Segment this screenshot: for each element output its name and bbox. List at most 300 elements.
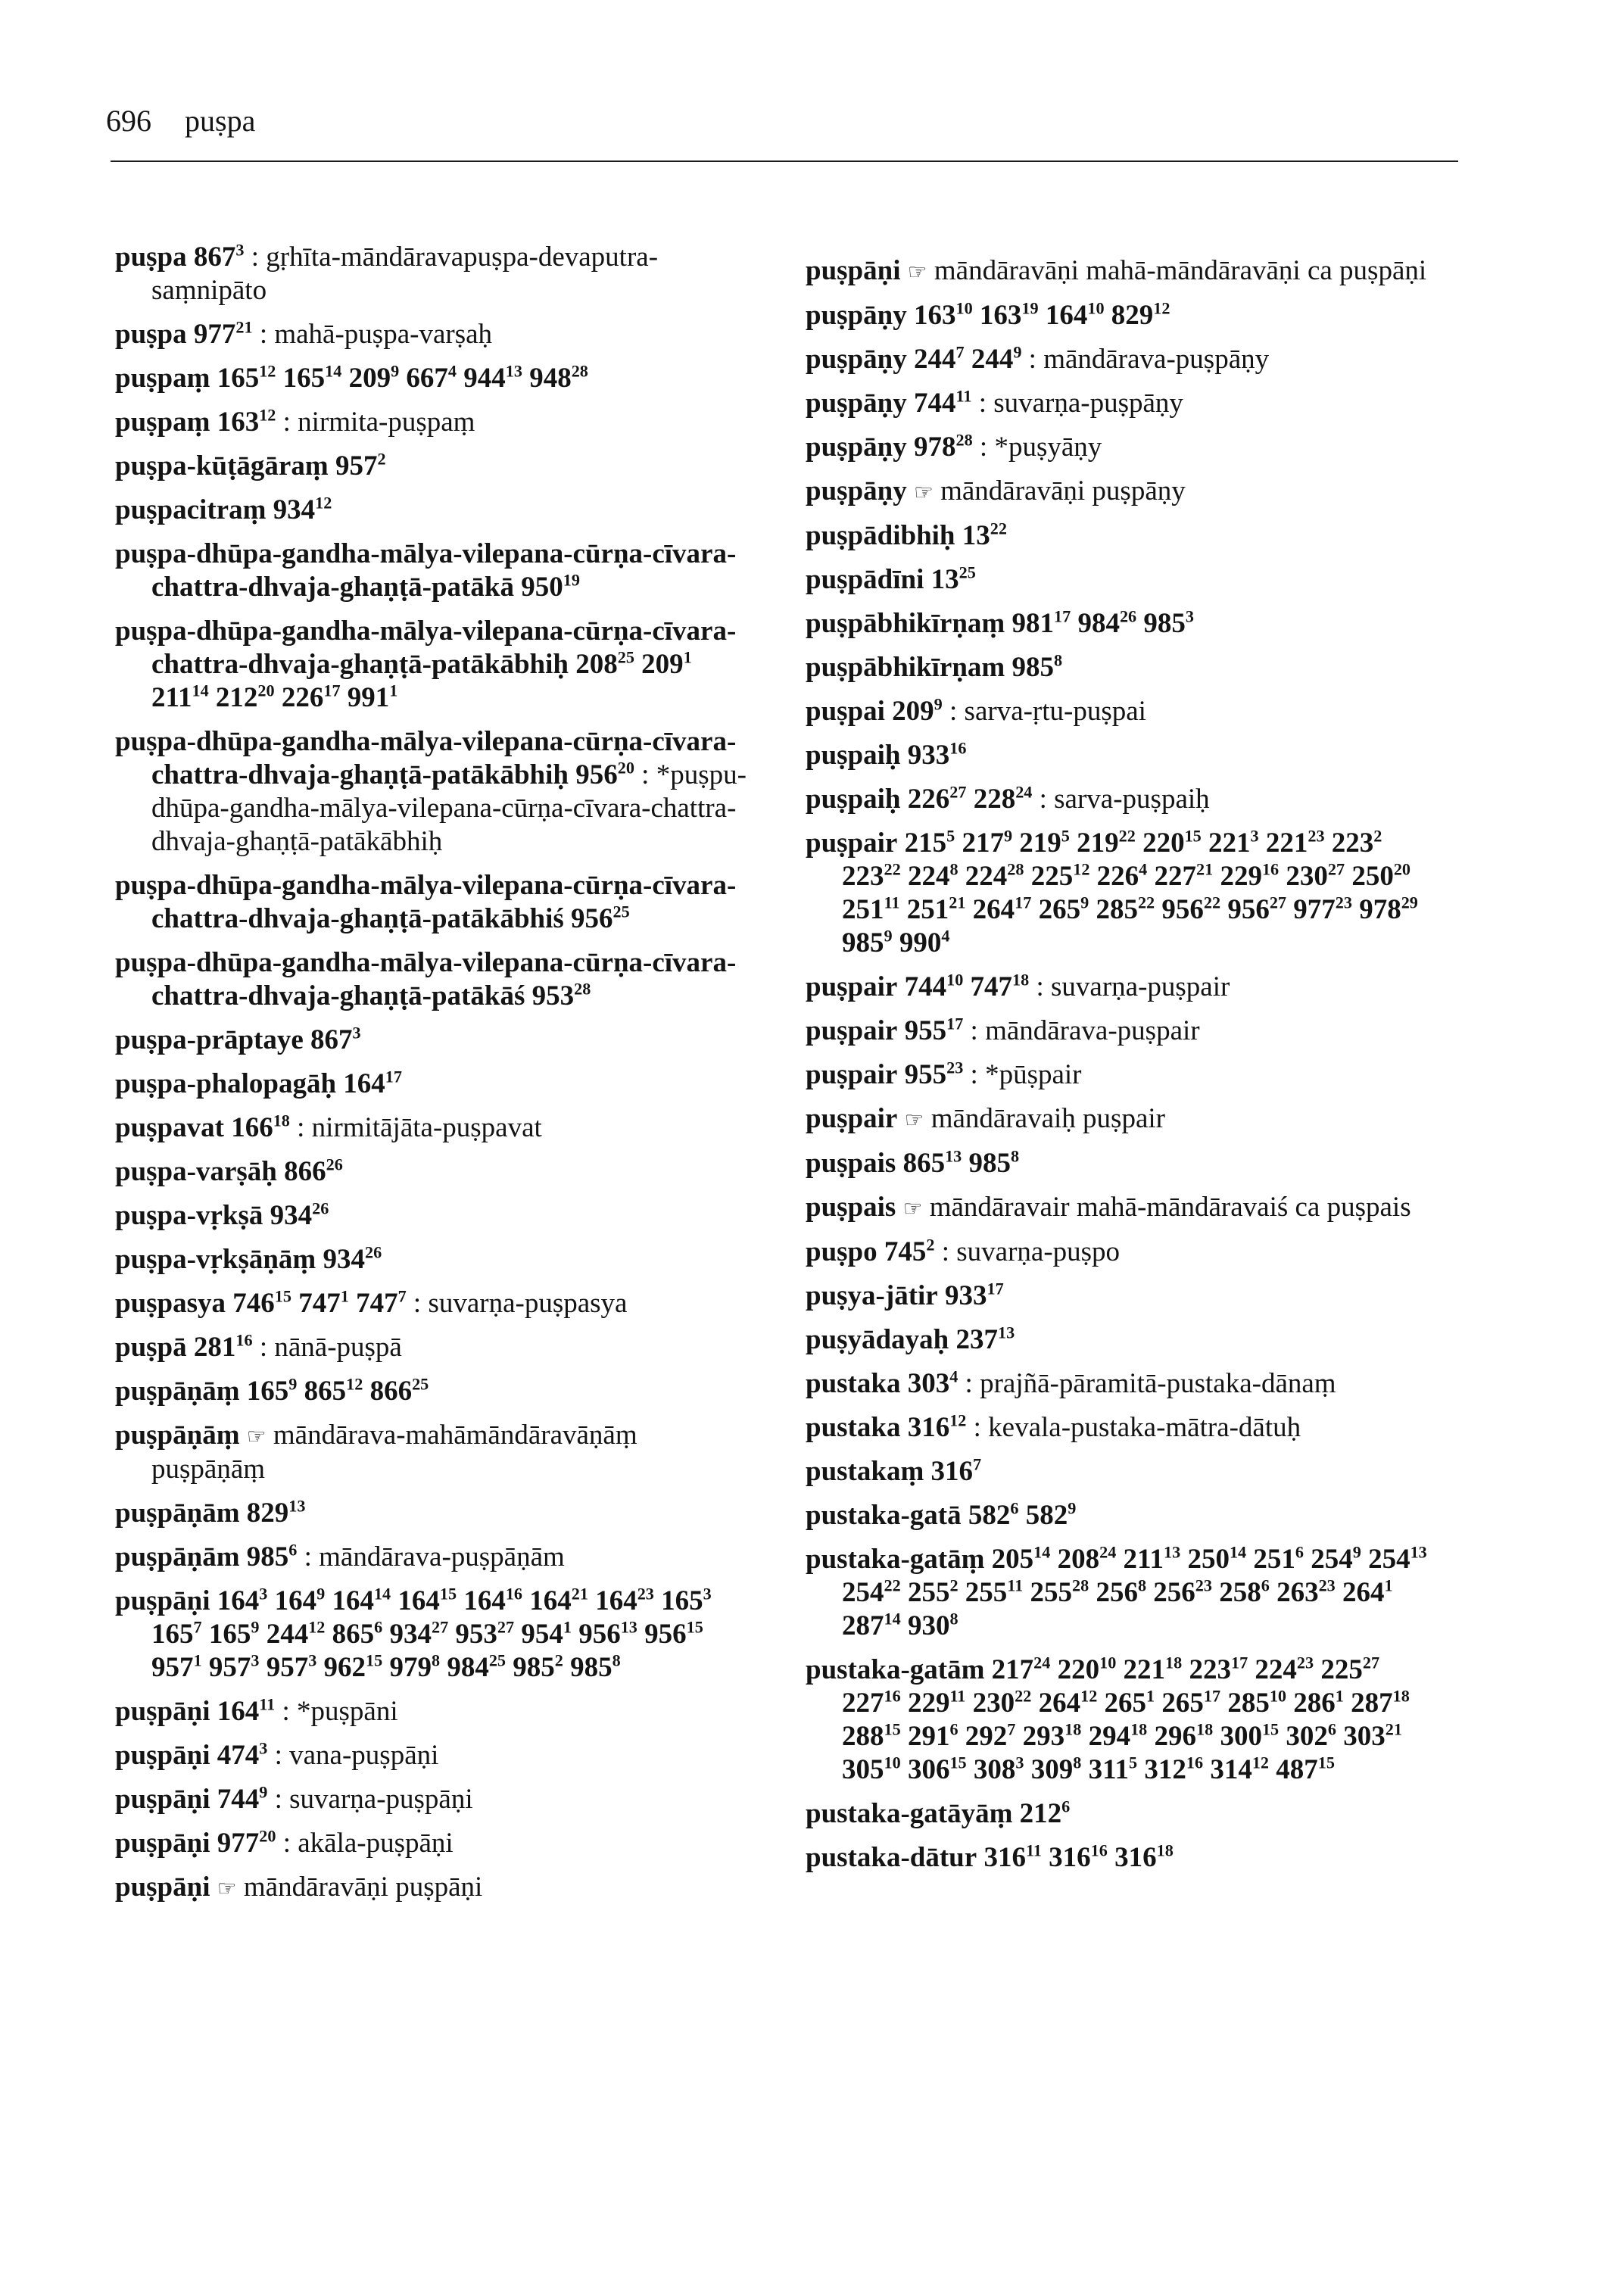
reference-line: 25 <box>613 902 630 921</box>
reference-line: 22 <box>990 519 1007 538</box>
reference-page: 866 <box>369 1376 413 1407</box>
page-line-reference <box>892 696 943 727</box>
page-line-reference <box>992 1654 1051 1685</box>
reference-line: 17 <box>323 681 341 700</box>
reference-page: 865 <box>902 1148 946 1179</box>
reference-page: 164 <box>274 1585 317 1616</box>
page-line-reference <box>962 520 1007 551</box>
page-line-reference <box>231 1112 290 1143</box>
page-line-reference <box>217 1740 268 1771</box>
page-line-reference <box>1030 1577 1089 1608</box>
reference-page: 866 <box>284 1156 326 1187</box>
page-line-reference <box>370 1376 429 1407</box>
reference-page: 309 <box>1030 1754 1074 1785</box>
gloss-separator: : <box>413 1288 422 1319</box>
reference-line: 28 <box>1007 859 1024 879</box>
gloss-separator: : <box>282 1696 290 1727</box>
reference-page: 265 <box>1038 894 1081 925</box>
gloss-separator: : <box>282 407 291 438</box>
headword: pustaka-gatāyāṃ <box>806 1798 1013 1829</box>
headword: puṣpaiḥ <box>806 740 901 771</box>
reference-page: 225 <box>1320 1654 1363 1685</box>
page-line-reference <box>1311 1544 1361 1575</box>
page-line-reference <box>1023 1721 1082 1752</box>
index-entry <box>115 450 751 483</box>
reference-line: 10 <box>955 298 973 318</box>
page-line-reference <box>1155 861 1214 892</box>
page-line-reference <box>194 1332 253 1363</box>
reference-line: 22 <box>1137 893 1155 912</box>
page-line-reference <box>1026 1500 1077 1531</box>
page-line-reference <box>298 1288 349 1319</box>
gloss: kevala-pustaka-mātra-dātuḥ <box>988 1412 1301 1443</box>
reference-line: 9 <box>259 1782 268 1802</box>
reference-page: 211 <box>1123 1544 1164 1575</box>
index-entry <box>806 299 1442 332</box>
reference-line: 20 <box>617 758 634 778</box>
page-line-reference <box>349 363 400 394</box>
headword: puṣpa <box>115 242 187 273</box>
page-line-reference <box>908 1368 959 1399</box>
reference-page: 219 <box>1019 828 1061 859</box>
headword: puṣpa-dhūpa-gandha-mālya-vilepana-cūrṇa-cīvara-chattra-dhvaja-ghaṇṭā-patākā <box>115 538 737 603</box>
page-line-reference <box>1187 1544 1246 1575</box>
reference-line: 15 <box>1184 826 1202 846</box>
reference-page: 956 <box>575 759 618 790</box>
page-line-reference <box>842 1688 901 1719</box>
headword: puṣpa-dhūpa-gandha-mālya-vilepana-cūrṇa-cīvara-chattra-dhvaja-ghaṇṭā-patākābhiḥ <box>115 726 737 790</box>
page-line-reference <box>348 682 398 713</box>
reference-line: 20 <box>1393 859 1410 879</box>
reference-line: 18 <box>1130 1719 1148 1739</box>
headword: puṣpai <box>806 696 885 727</box>
reference-page: 744 <box>217 1784 260 1815</box>
reference-page: 226 <box>907 784 950 815</box>
index-entry <box>806 475 1442 509</box>
reference-page: 984 <box>1077 608 1120 639</box>
page-line-reference <box>1046 300 1105 331</box>
left-column <box>115 241 751 1915</box>
reference-line: 16 <box>1261 859 1280 879</box>
page-line-reference <box>283 363 342 394</box>
reference-page: 474 <box>217 1740 260 1771</box>
index-entry <box>115 1024 751 1057</box>
headword: puṣpair <box>806 971 898 1002</box>
page-line-reference <box>1105 1688 1155 1719</box>
page-line-reference <box>1058 1544 1117 1575</box>
reference-line: 25 <box>488 1650 506 1670</box>
reference-line: 13 <box>505 361 522 381</box>
reference-page: 223 <box>1331 828 1374 859</box>
page-line-reference <box>1253 1544 1304 1575</box>
reference-page: 13 <box>962 520 990 551</box>
gloss: suvarṇa-puṣpair <box>1051 971 1230 1002</box>
reference-page: 950 <box>521 572 563 603</box>
index-entry <box>115 1871 751 1905</box>
page-line-reference <box>1255 1654 1314 1685</box>
page-line-reference <box>931 564 976 595</box>
page-line-reference <box>151 1652 202 1683</box>
page-line-reference <box>973 1688 1032 1719</box>
index-entry <box>806 1653 1442 1787</box>
reference-line: 8 <box>1054 650 1063 670</box>
page-line-reference <box>1210 1754 1269 1785</box>
headword: puṣpa-phalopagāḥ <box>115 1068 337 1099</box>
reference-line: 24 <box>1033 1653 1051 1672</box>
headword: puṣpāṇi <box>115 1784 210 1815</box>
reference-line: 1 <box>389 681 398 700</box>
index-entry <box>806 739 1442 772</box>
reference-page: 224 <box>965 861 1008 892</box>
index-entry <box>806 1499 1442 1532</box>
reference-page: 745 <box>884 1236 927 1267</box>
page-line-reference <box>1368 1544 1427 1575</box>
page-line-reference <box>575 759 634 790</box>
reference-line: 18 <box>1156 1840 1174 1860</box>
page-line-reference <box>1342 1577 1393 1608</box>
index-entry <box>806 1455 1442 1488</box>
gloss-separator: : <box>259 1332 268 1363</box>
reference-line: 15 <box>1317 1753 1335 1772</box>
reference-line: 9 <box>884 926 893 946</box>
reference-line: 11 <box>1025 1840 1042 1860</box>
page-line-reference <box>903 1148 962 1179</box>
reference-page: 956 <box>1161 894 1204 925</box>
reference-page: 314 <box>1210 1754 1252 1785</box>
reference-line: 19 <box>563 570 580 590</box>
page-line-reference <box>1031 1754 1082 1785</box>
page-line-reference <box>641 649 692 680</box>
page-number: 696 <box>106 104 151 138</box>
reference-line: 6 <box>374 1617 383 1637</box>
page-line-reference <box>595 1585 654 1616</box>
reference-page: 164 <box>463 1585 506 1616</box>
reference-line: 4 <box>447 361 457 381</box>
reference-page: 165 <box>282 363 326 394</box>
reference-line: 17 <box>1203 1686 1221 1706</box>
reference-line: 1 <box>683 647 692 667</box>
reference-page: 865 <box>332 1619 375 1650</box>
page-line-reference <box>335 450 386 482</box>
reference-page: 285 <box>1096 894 1138 925</box>
reference-page: 944 <box>463 363 506 394</box>
gloss-separator: : <box>259 319 268 350</box>
page-line-reference <box>973 894 1032 925</box>
reference-line: 3 <box>1185 606 1194 626</box>
page-line-reference <box>908 740 967 771</box>
reference-page: 984 <box>447 1652 489 1683</box>
index-entry <box>115 1541 751 1574</box>
reference-line: 16 <box>1090 1840 1108 1860</box>
reference-page: 208 <box>1057 1544 1100 1575</box>
reference-page: 221 <box>1208 828 1251 859</box>
reference-line: 4 <box>949 1367 959 1386</box>
page-line-reference <box>968 1500 1019 1531</box>
page-line-reference <box>209 1619 260 1650</box>
reference-page: 865 <box>304 1376 347 1407</box>
page-line-reference <box>356 1288 407 1319</box>
page-line-reference <box>899 927 950 958</box>
headword: pustakaṃ <box>806 1456 924 1487</box>
reference-page: 164 <box>397 1585 440 1616</box>
reference-line: 8 <box>431 1650 441 1670</box>
headword: puṣpāṇi <box>115 1872 210 1903</box>
index-entry <box>115 1783 751 1816</box>
page-line-reference <box>513 1652 563 1683</box>
reference-line: 23 <box>1308 826 1325 846</box>
page-line-reference <box>1124 1654 1183 1685</box>
page-line-reference <box>1111 300 1170 331</box>
page-line-reference <box>343 1068 402 1099</box>
reference-line: 15 <box>1261 1719 1280 1739</box>
page-line-reference <box>1286 861 1345 892</box>
reference-line: 6 <box>949 1719 959 1739</box>
gloss: suvarṇa-puṣpasya <box>428 1288 628 1319</box>
reference-page: 163 <box>979 300 1022 331</box>
reference-page: 163 <box>217 407 260 438</box>
reference-page: 281 <box>193 1332 236 1363</box>
reference-page: 221 <box>1123 1654 1166 1685</box>
reference-line: 29 <box>1401 893 1418 912</box>
reference-page: 829 <box>246 1498 289 1529</box>
reference-page: 217 <box>991 1654 1034 1685</box>
reference-page: 667 <box>406 363 448 394</box>
page-line-reference <box>217 407 276 438</box>
page-line-reference <box>842 927 893 958</box>
reference-line: 16 <box>1186 1753 1204 1772</box>
reference-line: 19 <box>1021 298 1039 318</box>
reference-page: 255 <box>907 1577 950 1608</box>
page-line-reference <box>521 1619 572 1650</box>
reference-page: 978 <box>1359 894 1401 925</box>
reference-page: 208 <box>575 649 618 680</box>
headword: puṣpa-dhūpa-gandha-mālya-vilepana-cūrṇa-cīvara-chattra-dhvaja-ghaṇṭā-patākābhiś <box>115 870 737 934</box>
page-line-reference <box>1019 828 1070 859</box>
cross-reference: māndāravaiḥ puṣpair <box>930 1103 1165 1134</box>
reference-page: 244 <box>266 1619 309 1650</box>
reference-page: 985 <box>1143 608 1186 639</box>
page-line-reference <box>908 1688 965 1719</box>
page-line-reference <box>194 242 245 273</box>
page-line-reference <box>884 1236 935 1267</box>
reference-page: 255 <box>965 1577 1008 1608</box>
reference-page: 220 <box>1057 1654 1100 1685</box>
page-line-reference <box>842 1577 901 1608</box>
headword: puṣpādibhiḥ <box>806 520 955 551</box>
gloss-separator: : <box>282 1828 291 1859</box>
reference-page: 164 <box>217 1585 260 1616</box>
gloss: mahā-puṣpa-varṣaḥ <box>274 319 493 350</box>
cross-reference: māndārava-mahāmāndāravāṇāṃ puṣpāṇāṃ <box>151 1420 637 1485</box>
page-line-reference <box>389 1652 440 1683</box>
headword: puṣpādīni <box>806 564 924 595</box>
reference-line: 1 <box>563 1617 572 1637</box>
reference-line: 6 <box>288 1540 298 1560</box>
page-line-reference <box>1161 1688 1220 1719</box>
headword: puṣpair <box>806 1015 898 1046</box>
page-line-reference <box>1359 894 1418 925</box>
page-line-reference <box>908 861 959 892</box>
reference-line: 10 <box>884 1753 901 1772</box>
reference-page: 264 <box>972 894 1015 925</box>
reference-line: 12 <box>1073 859 1090 879</box>
page-line-reference <box>575 649 634 680</box>
page-line-reference <box>578 1619 637 1650</box>
reference-page: 306 <box>907 1754 950 1785</box>
page-line-reference <box>907 894 966 925</box>
reference-page: 953 <box>455 1619 497 1650</box>
page-line-reference <box>1320 1654 1379 1685</box>
reference-line: 3 <box>352 1023 361 1043</box>
reference-page: 956 <box>578 1619 621 1650</box>
reference-page: 934 <box>270 1200 313 1231</box>
headword: pustaka-gatām <box>806 1654 985 1685</box>
reference-line: 3 <box>308 1650 317 1670</box>
page-header <box>106 103 255 139</box>
reference-line: 13 <box>945 1146 962 1166</box>
page-line-reference <box>914 344 965 375</box>
page-line-reference <box>1020 1798 1071 1829</box>
page-line-reference <box>216 682 275 713</box>
page-line-reference <box>1096 1577 1146 1608</box>
reference-page: 230 <box>972 1688 1015 1719</box>
reference-page: 209 <box>641 649 684 680</box>
reference-line: 14 <box>1033 1542 1051 1562</box>
headword: puṣpacitraṃ <box>115 494 267 525</box>
page-line-reference <box>1219 1577 1270 1608</box>
index-entry <box>806 1058 1442 1092</box>
reference-line: 25 <box>412 1374 429 1394</box>
page-line-reference <box>1220 861 1279 892</box>
reference-line: 13 <box>288 1496 306 1516</box>
headword: puṣpa-varṣāḥ <box>115 1156 277 1187</box>
page-line-reference <box>908 784 967 815</box>
page-line-reference <box>980 300 1039 331</box>
reference-line: 23 <box>1335 893 1352 912</box>
reference-line: 1 <box>340 1286 349 1306</box>
reference-page: 286 <box>1293 1688 1336 1719</box>
page-line-reference <box>1155 1721 1214 1752</box>
page-line-reference <box>971 971 1030 1002</box>
reference-line: 8 <box>949 1609 959 1629</box>
reference-line: 21 <box>235 317 253 337</box>
reference-line: 24 <box>1099 1542 1117 1562</box>
pointing-hand-icon: ☞ <box>904 1107 924 1133</box>
cross-reference: māndāravāṇi mahā-māndāravāṇi ca puṣpāṇi <box>934 255 1427 286</box>
reference-page: 957 <box>266 1652 309 1683</box>
reference-page: 316 <box>907 1412 950 1443</box>
page-line-reference <box>323 1244 382 1275</box>
page-line-reference <box>521 572 580 603</box>
page-line-reference <box>209 1652 260 1683</box>
reference-line: 9 <box>1068 1498 1077 1518</box>
reference-page: 977 <box>1293 894 1336 925</box>
reference-line: 5 <box>1129 1753 1138 1772</box>
reference-page: 934 <box>273 494 316 525</box>
reference-line: 9 <box>1013 342 1022 362</box>
reference-page: 254 <box>1368 1544 1410 1575</box>
index-entry <box>115 241 751 307</box>
reference-page: 312 <box>1144 1754 1186 1785</box>
reference-line: 21 <box>949 893 966 912</box>
reference-line: 5 <box>946 826 955 846</box>
index-entry <box>115 1497 751 1530</box>
headword: puṣpā <box>115 1332 187 1363</box>
reference-line: 16 <box>505 1584 522 1604</box>
page-line-reference <box>570 1652 621 1683</box>
reference-line: 27 <box>1269 893 1286 912</box>
reference-page: 316 <box>1114 1842 1157 1873</box>
reference-line: 14 <box>884 1609 901 1629</box>
page-line-reference <box>962 828 1012 859</box>
reference-line: 6 <box>1327 1719 1336 1739</box>
reference-line: 9 <box>251 1617 260 1637</box>
page-line-reference <box>1142 828 1202 859</box>
reference-line: 8 <box>1137 1576 1147 1595</box>
reference-line: 27 <box>1362 1653 1380 1672</box>
gloss-separator: : <box>641 759 650 790</box>
reference-page: 981 <box>1011 608 1054 639</box>
page-line-reference <box>217 363 276 394</box>
reference-page: 957 <box>208 1652 251 1683</box>
reference-page: 867 <box>310 1024 353 1055</box>
headword: puṣpavat <box>115 1112 224 1143</box>
page-line-reference <box>217 1828 276 1859</box>
headword: pustaka-gatāṃ <box>806 1544 985 1575</box>
header-rule <box>111 161 1458 162</box>
headword: puṣpāṇy <box>806 432 907 463</box>
gloss: *pūṣpair <box>985 1059 1082 1090</box>
reference-line: 9 <box>288 1374 298 1394</box>
reference-line: 17 <box>1230 1653 1248 1672</box>
reference-page: 256 <box>1096 1577 1138 1608</box>
reference-page: 225 <box>1030 861 1074 892</box>
reference-page: 747 <box>356 1288 398 1319</box>
page-line-reference <box>842 1610 901 1641</box>
reference-page: 962 <box>323 1652 366 1683</box>
headword: puṣpair <box>806 828 898 859</box>
index-entry <box>806 1015 1442 1048</box>
reference-page: 933 <box>907 740 950 771</box>
page-line-reference <box>1208 828 1259 859</box>
index-entry <box>115 318 751 351</box>
reference-page: 165 <box>217 363 260 394</box>
reference-line: 5 <box>1061 826 1070 846</box>
index-entry <box>115 1243 751 1276</box>
index-entry <box>806 1147 1442 1180</box>
reference-line: 11 <box>259 1694 276 1714</box>
reference-line: 23 <box>637 1584 654 1604</box>
index-entry <box>806 343 1442 376</box>
reference-page: 212 <box>215 682 258 713</box>
page-line-reference <box>842 894 899 925</box>
reference-page: 250 <box>1351 861 1394 892</box>
headword: puṣpāṇy <box>806 344 907 375</box>
reference-line: 6 <box>1295 1542 1304 1562</box>
index-entry <box>806 1797 1442 1831</box>
gloss-separator: : <box>941 1236 950 1267</box>
reference-line: 15 <box>274 1286 291 1306</box>
gloss-separator: : <box>274 1740 282 1771</box>
reference-line: 26 <box>1119 606 1137 626</box>
reference-page: 228 <box>973 784 1016 815</box>
page-line-reference <box>447 1652 506 1683</box>
page-line-reference <box>1143 608 1194 639</box>
page-line-reference <box>905 828 955 859</box>
gloss: nirmita-puṣpaṃ <box>298 407 475 438</box>
reference-line: 15 <box>949 1753 967 1772</box>
reference-line: 10 <box>1087 298 1105 318</box>
